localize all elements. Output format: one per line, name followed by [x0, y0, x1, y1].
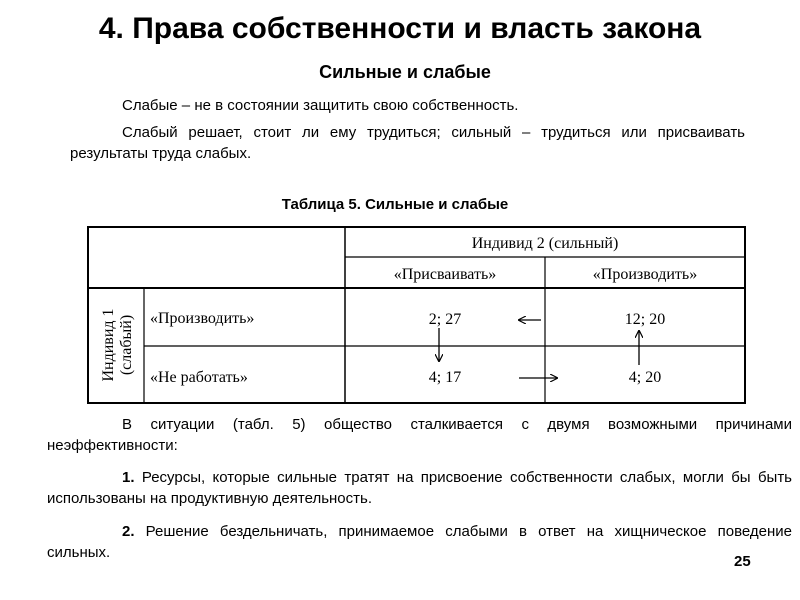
column-strategy-appropriate: «Присваивать»: [393, 266, 497, 283]
body-paragraph-1: В ситуации (табл. 5) общество сталкивается с двумя возможными причинами неэффективности:: [47, 416, 792, 454]
list-number: 1.: [122, 469, 135, 486]
payoff-cell: 2; 27: [428, 311, 462, 328]
payoff-table: [87, 226, 746, 404]
list-number: 2.: [122, 523, 135, 540]
column-player-label: Индивид 2 (сильный): [471, 235, 619, 252]
payoff-cell: 12; 20: [624, 311, 666, 328]
row-strategy-not-work: «Не работать»: [150, 369, 248, 386]
payoff-cell: 4; 20: [628, 369, 662, 386]
list-text: Решение бездельничать, принимаемое слабыми в ответ на хищническое поведение сильных.: [47, 523, 792, 561]
row-player-line2: (слабый): [118, 314, 135, 376]
slide-subtitle: Сильные и слабые: [319, 62, 491, 82]
column-strategy-produce: «Производить»: [592, 266, 698, 283]
list-text: Ресурсы, которые сильные тратят на присвоение собственности слабых, могли бы быть использованы на продуктивную деятельность.: [47, 469, 792, 507]
slide-title: 4. Права собственности и власть закона: [98, 12, 702, 45]
page-number: 25: [734, 553, 751, 570]
intro-paragraph-1: Слабые – не в состоянии защитить свою собственность.: [122, 97, 519, 114]
row-player-label: [100, 308, 135, 381]
row-strategy-produce: «Производить»: [150, 310, 255, 327]
row-player-line1: Индивид 1: [100, 308, 117, 382]
payoff-cell: 4; 17: [428, 369, 462, 386]
body-paragraph-3: [47, 521, 792, 563]
body-paragraph-2: [47, 467, 792, 509]
table-caption: Таблица 5. Сильные и слабые: [281, 196, 509, 213]
intro-paragraph-2: Слабый решает, стоит ли ему трудиться; сильный – трудиться или присваивать результаты труда слабых.: [70, 124, 745, 162]
